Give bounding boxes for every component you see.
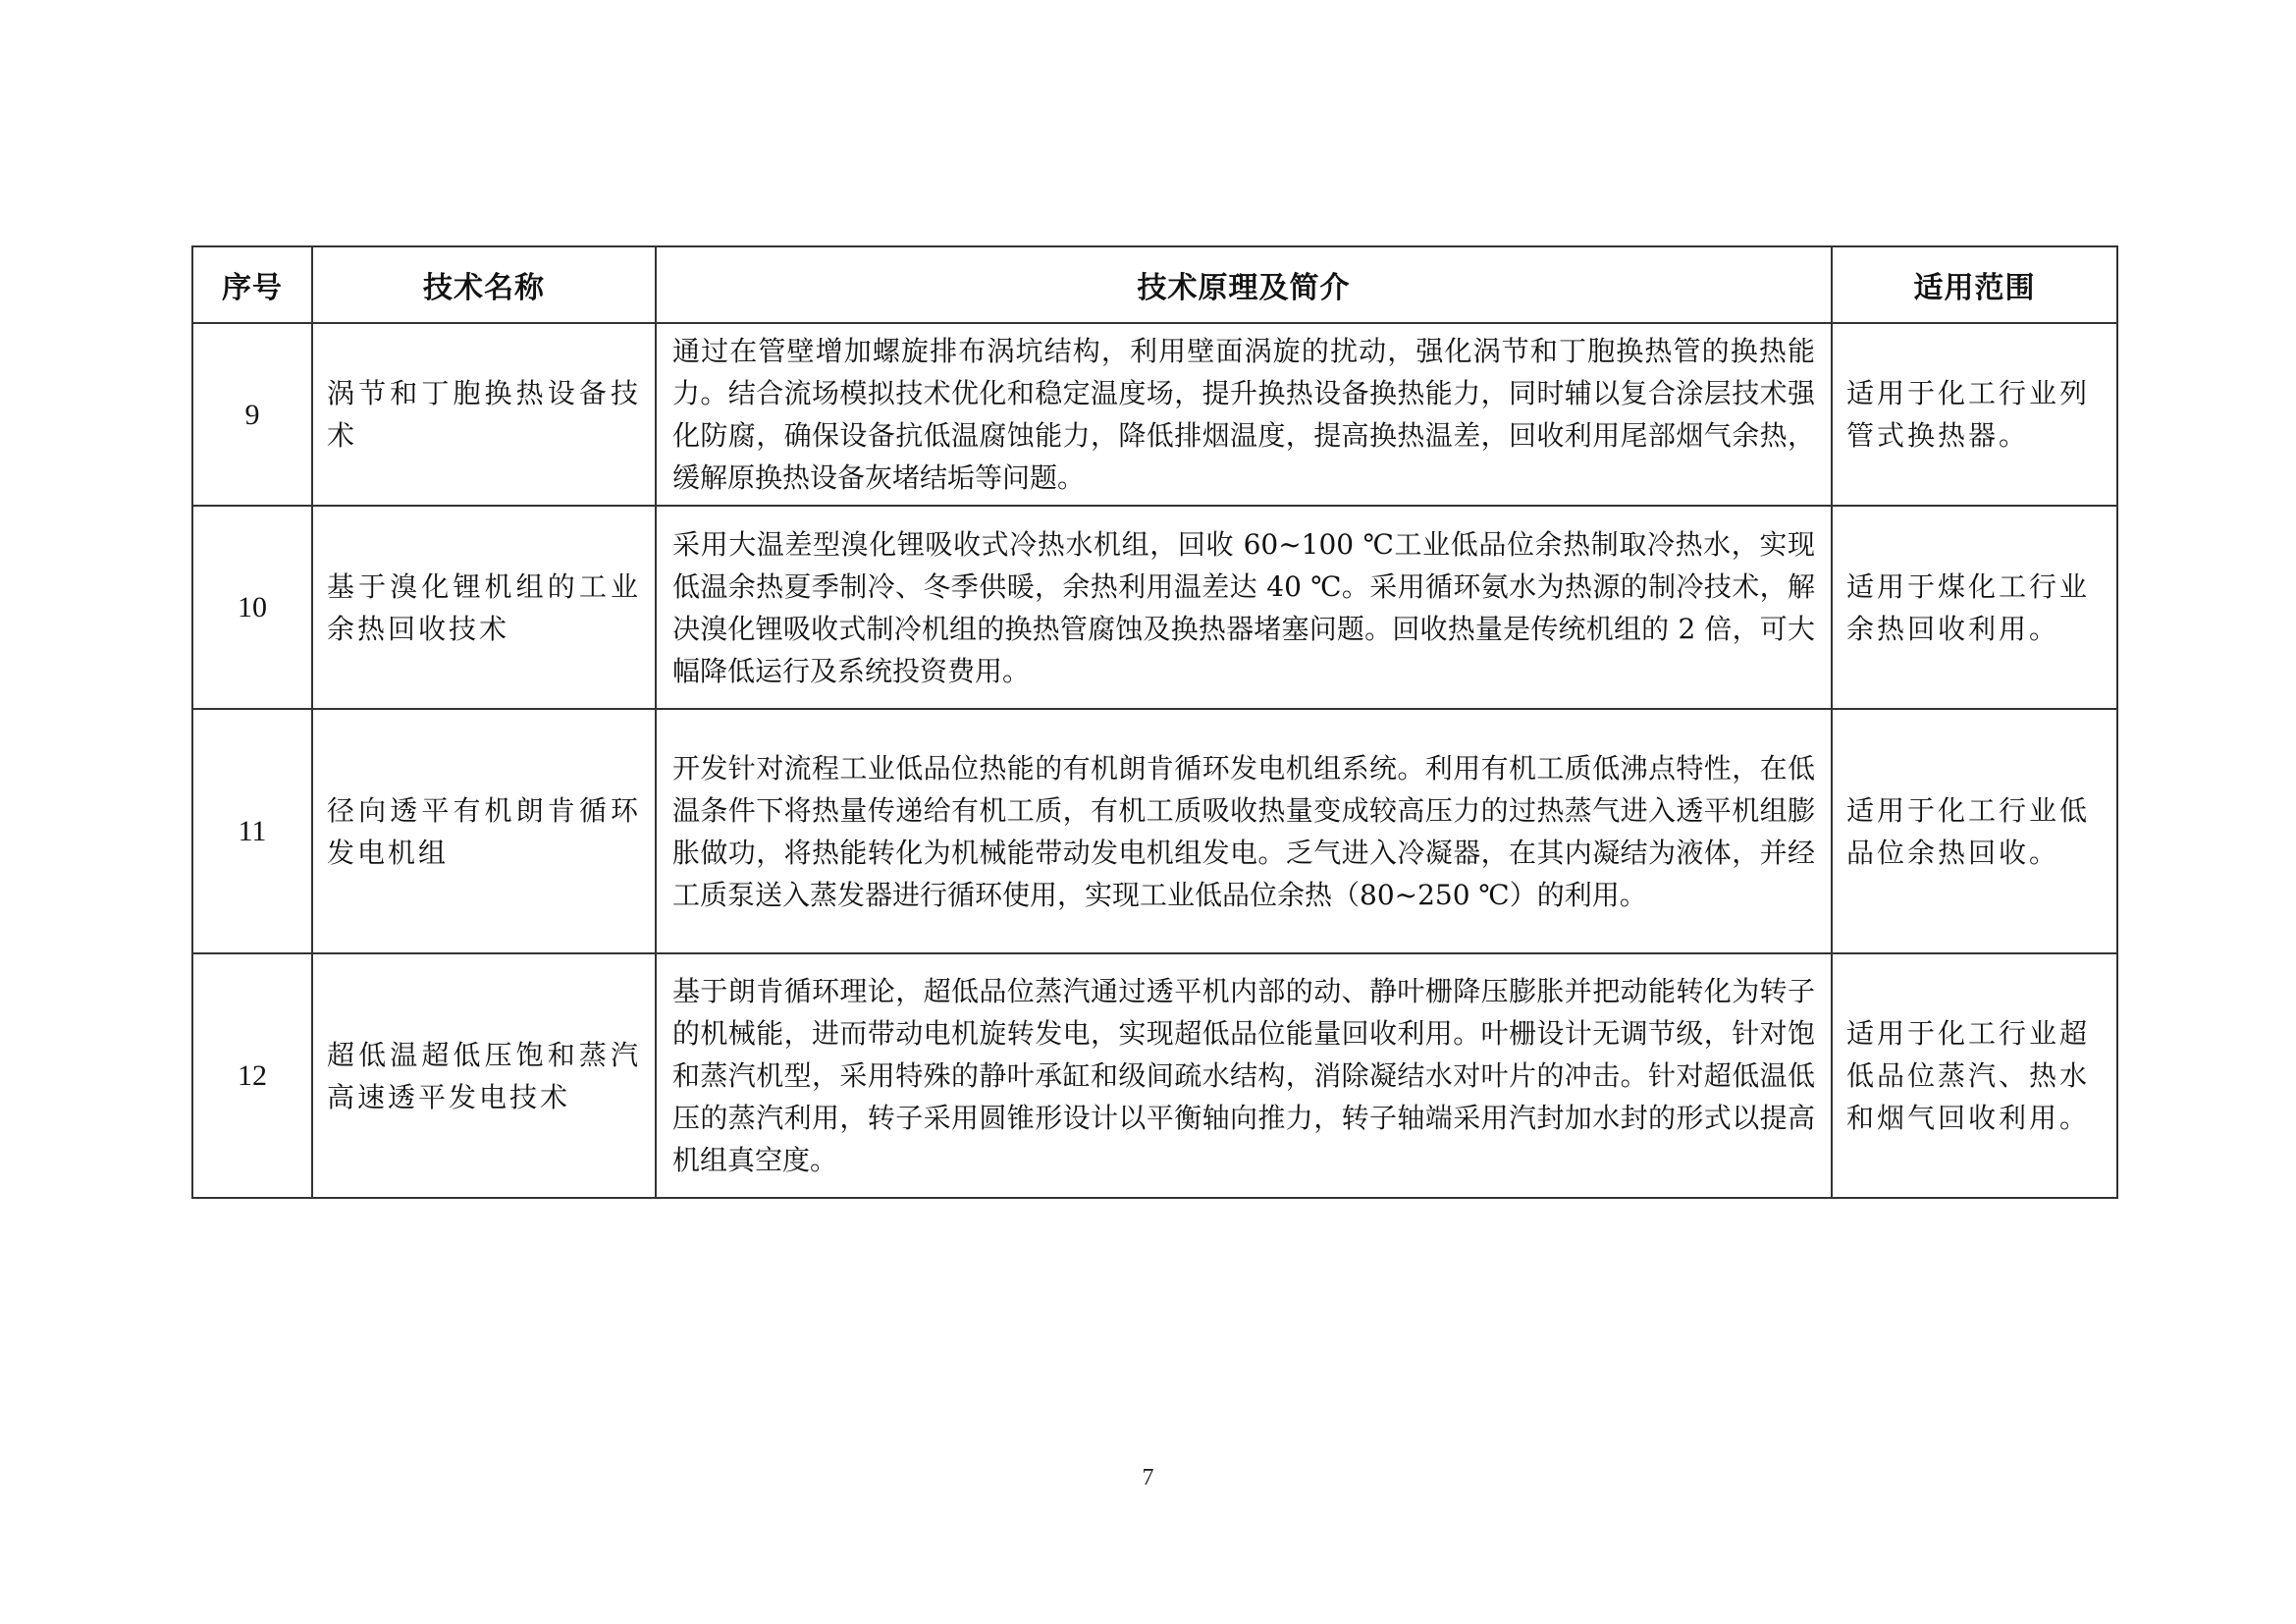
row-number: 9 (192, 323, 312, 506)
header-desc: 技术原理及简介 (656, 246, 1832, 323)
technology-name: 涡节和丁胞换热设备技术 (312, 323, 656, 506)
table-body (192, 323, 2117, 1198)
technology-name: 径向透平有机朗肯循环发电机组 (312, 709, 656, 953)
application-scope: 适用于煤化工行业余热回收利用。 (1832, 506, 2117, 709)
technology-name: 基于溴化锂机组的工业余热回收技术 (312, 506, 656, 709)
application-scope: 适用于化工行业低品位余热回收。 (1832, 709, 2117, 953)
table-row (192, 953, 2117, 1198)
technology-description: 基于朗肯循环理论，超低品位蒸汽通过透平机内部的动、静叶栅降压膨胀并把动能转化为转子的机械能，进而带动电机旋转发电，实现超低品位能量回收利用。叶栅设计无调节级，针对饱和蒸汽机型，采用特殊的静叶承缸和级间疏水结构，消除凝结水对叶片的冲击。针对超低温低压的蒸汽利用，转子采用圆锥形设计以平衡轴向推力，转子轴端采用汽封加水封的形式以提高机组真空度。 (656, 953, 1832, 1198)
technology-name: 超低温超低压饱和蒸汽高速透平发电技术 (312, 953, 656, 1198)
page-number: 7 (1142, 1465, 1154, 1490)
row-number: 12 (192, 953, 312, 1198)
header-no: 序号 (192, 246, 312, 323)
table-row (192, 506, 2117, 709)
technology-description: 通过在管壁增加螺旋排布涡坑结构，利用壁面涡旋的扰动，强化涡节和丁胞换热管的换热能力。结合流场模拟技术优化和稳定温度场，提升换热设备换热能力，同时辅以复合涂层技术强化防腐，确保设备抗低温腐蚀能力，降低排烟温度，提高换热温差，回收利用尾部烟气余热，缓解原换热设备灰堵结垢等问题。 (656, 323, 1832, 506)
table-header (192, 246, 2117, 323)
technology-description: 开发针对流程工业低品位热能的有机朗肯循环发电机组系统。利用有机工质低沸点特性，在低温条件下将热量传递给有机工质，有机工质吸收热量变成较高压力的过热蒸气进入透平机组膨胀做功，将热能转化为机械能带动发电机组发电。乏气进入冷凝器，在其内凝结为液体，并经工质泵送入蒸发器进行循环使用，实现工业低品位余热（80~250 ℃）的利用。 (656, 709, 1832, 953)
technology-table (191, 245, 2118, 1199)
table-row (192, 323, 2117, 506)
header-row (192, 246, 2117, 323)
row-number: 10 (192, 506, 312, 709)
row-number: 11 (192, 709, 312, 953)
application-scope: 适用于化工行业列管式换热器。 (1832, 323, 2117, 506)
header-name: 技术名称 (312, 246, 656, 323)
technology-description: 采用大温差型溴化锂吸收式冷热水机组，回收 60~100 ℃工业低品位余热制取冷热水，实现低温余热夏季制冷、冬季供暖，余热利用温差达 40 ℃。采用循环氨水为热源的制冷技术，解决溴化锂吸收式制冷机组的换热管腐蚀及换热器堵塞问题。回收热量是传统机组的 2 倍，可大幅降低运行及系统投资费用。 (656, 506, 1832, 709)
table-row (192, 709, 2117, 953)
application-scope: 适用于化工行业超低品位蒸汽、热水和烟气回收利用。 (1832, 953, 2117, 1198)
header-scope: 适用范围 (1832, 246, 2117, 323)
